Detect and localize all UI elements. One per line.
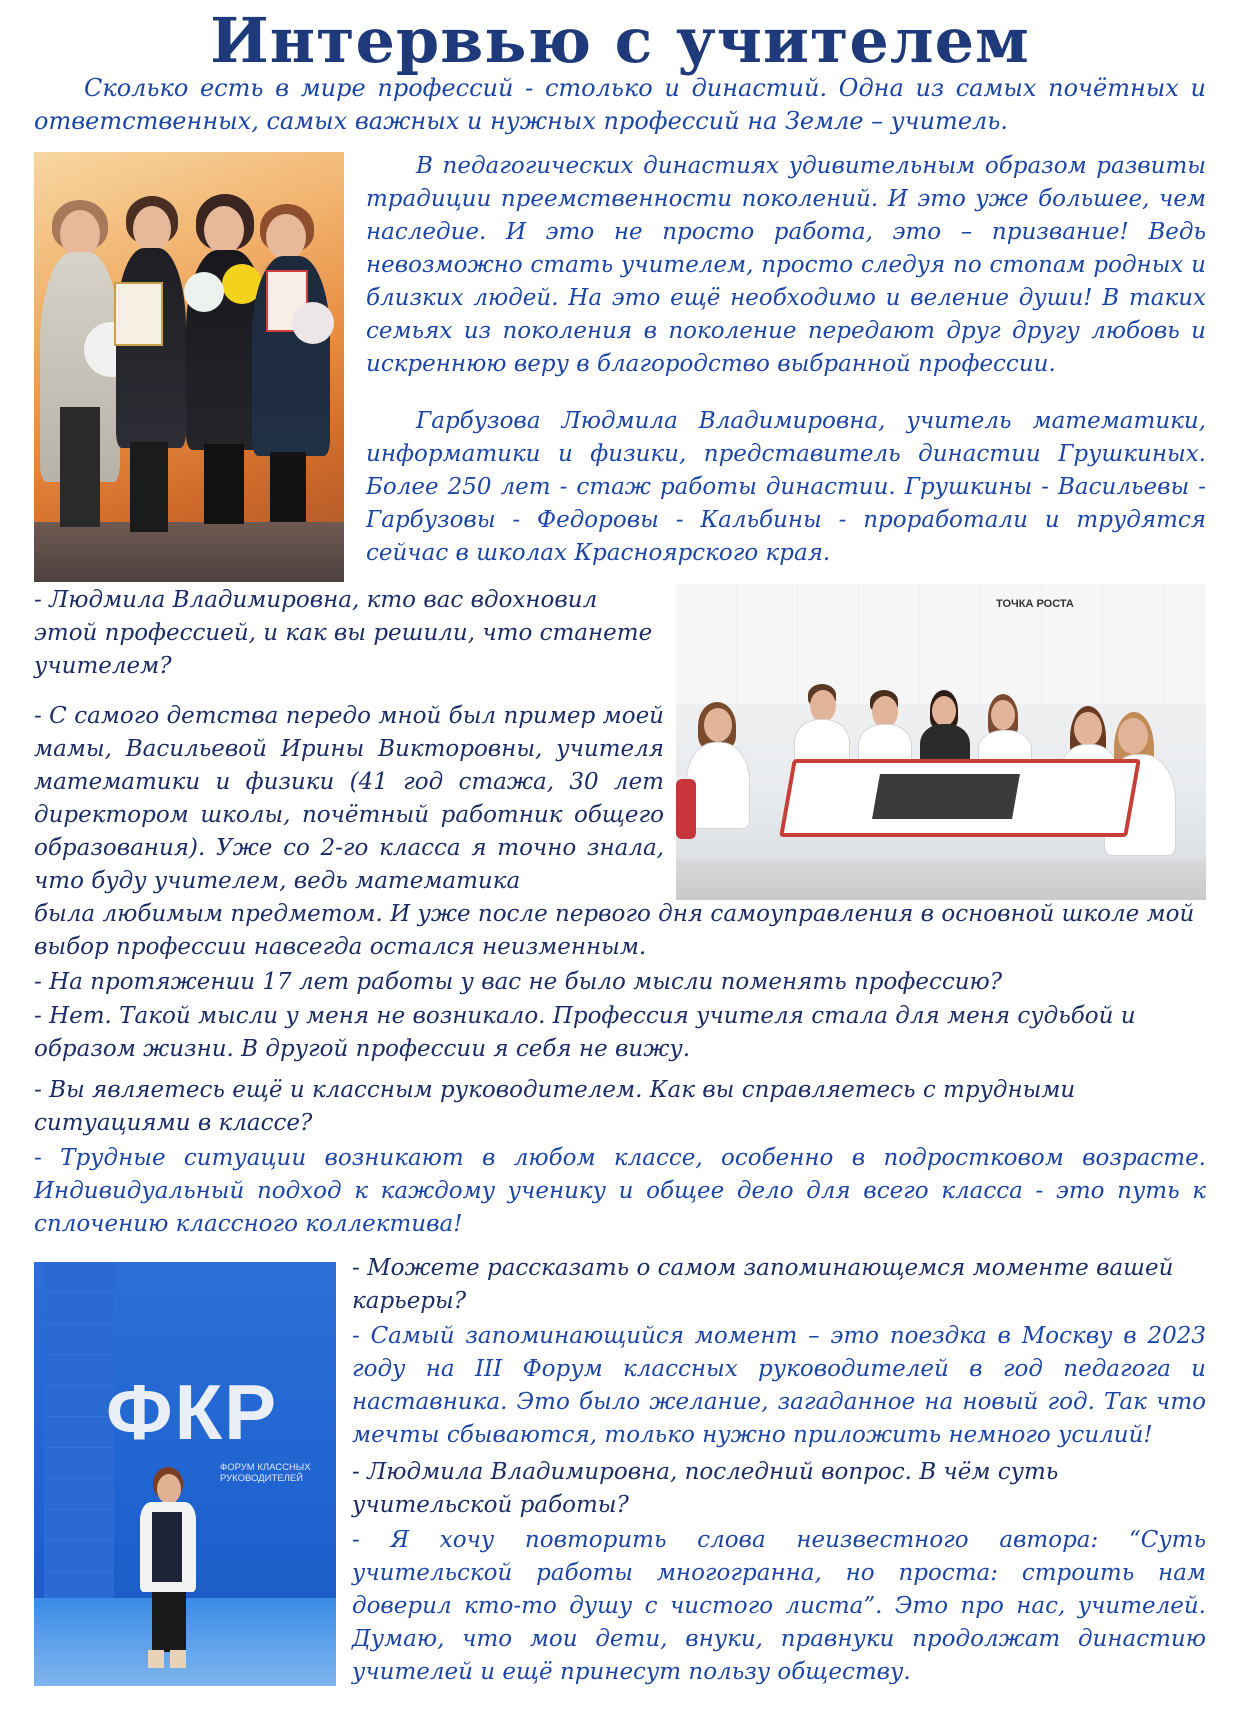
teachers-dynasty-photo [34,152,344,582]
forum-photo [34,1262,336,1686]
question-2: - На протяжении 17 лет работы у вас не было мысли поменять профессию? [34,969,1003,995]
page-title: Интервью с учителем [210,4,1030,77]
tochka-rosta-sign: ТОЧКА РОСТА [996,598,1074,610]
answer-1-part: - С самого детства передо мной был пример моей мамы, Васильевой Ирины Викторовны, учителя математики и физики (41 год стажа, 30 лет директором школы, почётный работник общего образования). Уже со 2-го класса я точно знала, что буду учителем, ведь математика [34,703,664,894]
intro-paragraph: Сколько есть в мире профессий - столько и династий. Одна из самых почётных и ответственных, самых важных и нужных профессий на Земле – учитель. [34,74,1206,135]
question-4: - Можете рассказать о самом запоминающемся моменте вашей карьеры? [352,1255,1174,1314]
answer-3: - Трудные ситуации возникают в любом классе, особенно в подростковом возрасте. Индивидуальный подход к каждому ученику и общее дело для всего класса - это путь к сплочению классного коллектива! [34,1145,1206,1237]
answer-5: - Я хочу повторить слова неизвестного автора: “Суть учительской работы многогранна, но проста: строить нам доверил кто-то душу с чистого листа”. Это про нас, учителей. Думаю, что мои дети, внуки, правнуки продолжат династию учителей и ещё принесут пользу обществу. [352,1527,1206,1685]
classroom-photo [676,584,1206,900]
answer-2: - Нет. Такой мысли у меня не возникало. Профессия учителя стала для меня судьбой и образом жизни. В другой профессии я себя не вижу. [34,1003,1136,1062]
fkr-logo-caption: ФОРУМ КЛАССНЫХ РУКОВОДИТЕЛЕЙ [220,1462,311,1484]
question-1: - Людмила Владимировна, кто вас вдохновил этой профессией, и как вы решили, что станете учителем? [34,587,653,679]
fkr-logo: ФКР [106,1368,279,1456]
dynasty-paragraph: В педагогических династиях удивительным образом развиты традиции преемственности поколений. И это уже большее, чем наследие. И это не просто работа, это – призвание! Ведь невозможно стать учителем, просто следуя по стопам родных и близких людей. На это ещё необходимо и веление души! В таких семьях из поколения в поколение передают друг другу любовь и искреннюю веру в благородство выбранной профессии. [366,153,1206,377]
question-5: - Людмила Владимировна, последний вопрос. В чём суть учительской работы? [352,1459,1059,1518]
bio-paragraph: Гарбузова Людмила Владимировна, учитель математики, информатики и физики, представитель династии Грушкиных. Более 250 лет - стаж работы династии. Грушкины - Васильевы - Гарбузовы - Федоровы - Кальбины - проработали и трудятся сейчас в школах Красноярского края. [366,408,1206,566]
answer-1-rest: была любимым предметом. И уже после первого дня самоуправления в основной школе мой выбор профессии навсегда остался неизменным. [34,901,1195,960]
answer-4: - Самый запоминающийся момент – это поездка в Москву в 2023 году на III Форум классных руководителей в год педагога и наставника. Это было желание, загаданное на новый год. Так что мечты сбываются, только нужно приложить немного усилий! [352,1323,1206,1448]
question-3: - Вы являетесь ещё и классным руководителем. Как вы справляетесь с трудными ситуациями в классе? [34,1077,1076,1136]
